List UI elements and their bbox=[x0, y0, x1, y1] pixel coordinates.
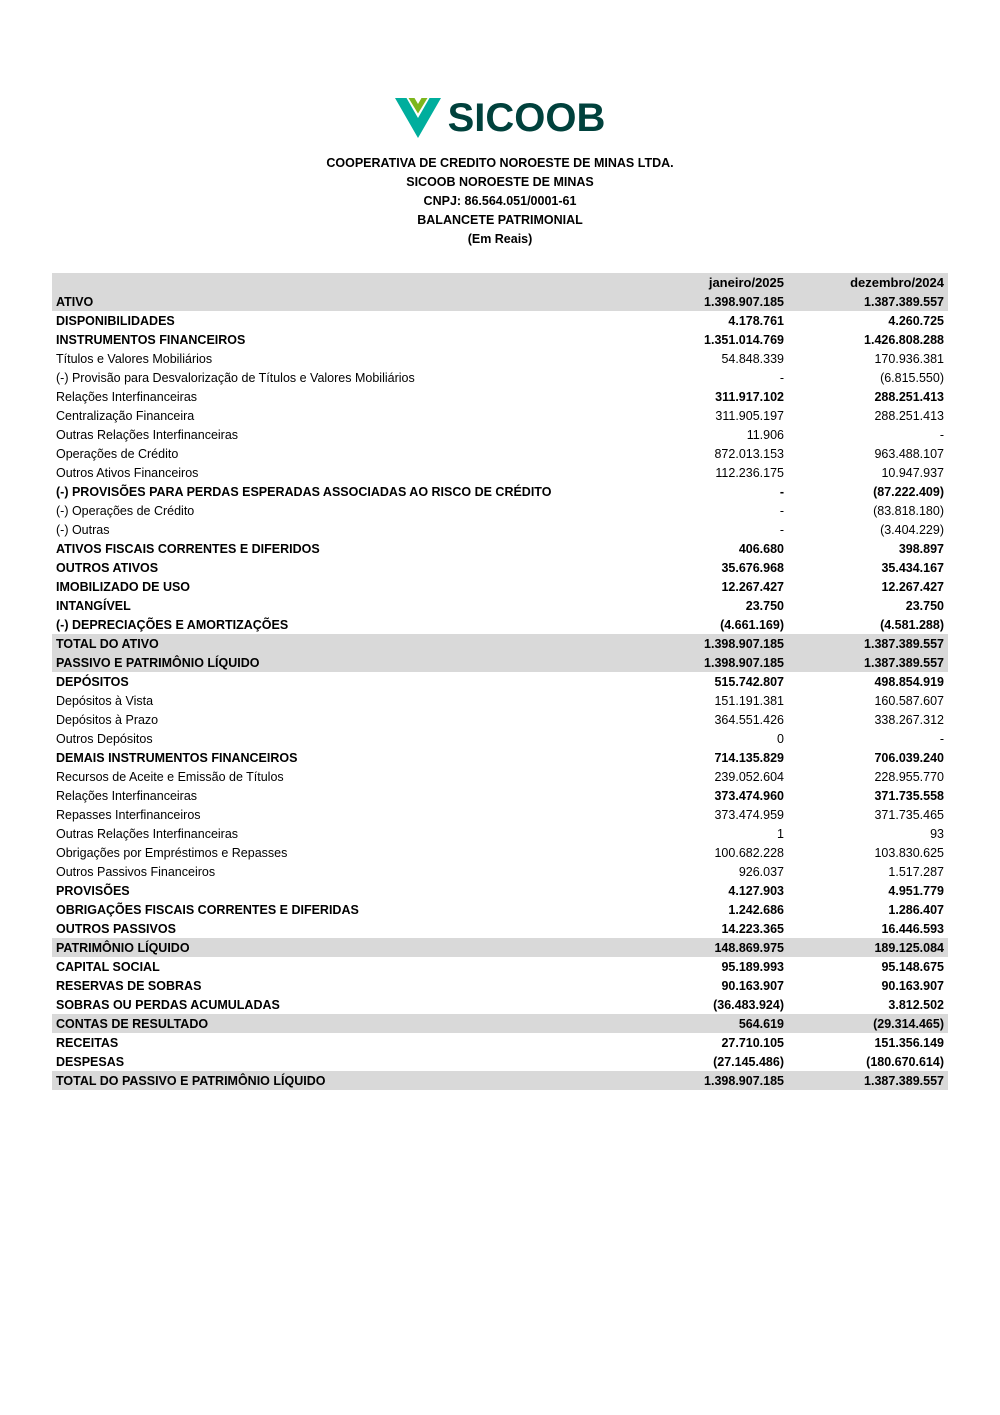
table-row bbox=[52, 710, 948, 729]
value-janeiro-2025: 100.682.228 bbox=[714, 845, 784, 860]
table-row bbox=[52, 596, 948, 615]
row-label: Outros Ativos Financeiros bbox=[56, 465, 199, 480]
row-label: SOBRAS OU PERDAS ACUMULADAS bbox=[56, 997, 280, 1012]
value-janeiro-2025: 11.906 bbox=[746, 427, 784, 442]
row-label: Outras Relações Interfinanceiras bbox=[56, 826, 239, 841]
value-janeiro-2025: 239.052.604 bbox=[714, 769, 784, 784]
row-label: ATIVO bbox=[56, 294, 94, 309]
value-dezembro-2024: 90.163.907 bbox=[881, 978, 944, 993]
value-janeiro-2025: 54.848.339 bbox=[721, 351, 784, 366]
value-janeiro-2025: 926.037 bbox=[738, 864, 784, 879]
value-dezembro-2024: 1.387.389.557 bbox=[864, 1073, 944, 1088]
sicoob-chevron-icon bbox=[395, 98, 441, 138]
value-janeiro-2025: 515.742.807 bbox=[714, 674, 784, 689]
table-row bbox=[52, 520, 948, 539]
table-row bbox=[52, 539, 948, 558]
value-dezembro-2024: 3.812.502 bbox=[888, 997, 944, 1012]
value-janeiro-2025: - bbox=[779, 522, 784, 537]
value-dezembro-2024: (29.314.465) bbox=[873, 1016, 944, 1031]
value-janeiro-2025: (36.483.924) bbox=[713, 997, 784, 1012]
table-row bbox=[52, 558, 948, 577]
value-janeiro-2025: 12.267.427 bbox=[721, 579, 784, 594]
value-dezembro-2024: 371.735.465 bbox=[874, 807, 944, 822]
table-row bbox=[52, 653, 948, 672]
table-row bbox=[52, 577, 948, 596]
value-dezembro-2024: 228.955.770 bbox=[874, 769, 944, 784]
value-janeiro-2025: 1.398.907.185 bbox=[704, 1073, 784, 1088]
table-row bbox=[52, 900, 948, 919]
table-row bbox=[52, 881, 948, 900]
row-label: IMOBILIZADO DE USO bbox=[56, 579, 191, 594]
value-dezembro-2024: (3.404.229) bbox=[880, 522, 944, 537]
row-label: (-) Outras bbox=[56, 522, 110, 537]
table-row bbox=[52, 919, 948, 938]
value-janeiro-2025: 872.013.153 bbox=[714, 446, 784, 461]
table-row bbox=[52, 292, 948, 311]
row-label: PATRIMÔNIO LÍQUIDO bbox=[56, 940, 190, 955]
column-header-dezembro-2024: dezembro/2024 bbox=[850, 275, 944, 290]
table-row bbox=[52, 463, 948, 482]
table-row bbox=[52, 957, 948, 976]
table-row bbox=[52, 995, 948, 1014]
row-label: RECEITAS bbox=[56, 1035, 119, 1050]
row-label: (-) PROVISÕES PARA PERDAS ESPERADAS ASSOCIADAS AO RISCO DE CRÉDITO bbox=[56, 484, 552, 499]
value-janeiro-2025: 151.191.381 bbox=[714, 693, 784, 708]
value-janeiro-2025: 714.135.829 bbox=[714, 750, 784, 765]
table-row bbox=[52, 862, 948, 881]
table-header-row bbox=[52, 273, 948, 292]
row-label: Centralização Financeira bbox=[56, 408, 195, 423]
row-label: Outras Relações Interfinanceiras bbox=[56, 427, 239, 442]
cnpj: CNPJ: 86.564.051/0001-61 bbox=[423, 194, 577, 208]
value-janeiro-2025: 1.398.907.185 bbox=[704, 655, 784, 670]
balance-table bbox=[52, 273, 948, 1090]
value-dezembro-2024: 498.854.919 bbox=[874, 674, 944, 689]
table-row bbox=[52, 634, 948, 653]
table-row bbox=[52, 615, 948, 634]
value-dezembro-2024: 4.951.779 bbox=[888, 883, 944, 898]
document-header bbox=[0, 154, 1000, 249]
value-dezembro-2024: (87.222.409) bbox=[873, 484, 944, 499]
currency-note: (Em Reais) bbox=[467, 232, 533, 246]
row-label: CAPITAL SOCIAL bbox=[56, 959, 160, 974]
value-janeiro-2025: 364.551.426 bbox=[714, 712, 784, 727]
row-label: Relações Interfinanceiras bbox=[56, 389, 198, 404]
value-janeiro-2025: 311.905.197 bbox=[715, 408, 784, 423]
value-dezembro-2024: 706.039.240 bbox=[874, 750, 944, 765]
table-row bbox=[52, 1014, 948, 1033]
value-janeiro-2025: 95.189.993 bbox=[721, 959, 784, 974]
value-janeiro-2025: 1.351.014.769 bbox=[704, 332, 784, 347]
table-row bbox=[52, 843, 948, 862]
table-row bbox=[52, 501, 948, 520]
table-row bbox=[52, 748, 948, 767]
value-janeiro-2025: 4.127.903 bbox=[728, 883, 784, 898]
table-row bbox=[52, 729, 948, 748]
report-title: BALANCETE PATRIMONIAL bbox=[417, 213, 583, 227]
value-dezembro-2024: 1.286.407 bbox=[888, 902, 944, 917]
value-janeiro-2025: 564.619 bbox=[738, 1016, 784, 1031]
table-row bbox=[52, 406, 948, 425]
row-label: TOTAL DO ATIVO bbox=[56, 636, 159, 651]
trade-name: SICOOB NOROESTE DE MINAS bbox=[406, 175, 594, 189]
value-janeiro-2025: 27.710.105 bbox=[721, 1035, 784, 1050]
row-label: DEMAIS INSTRUMENTOS FINANCEIROS bbox=[56, 750, 298, 765]
row-label: PASSIVO E PATRIMÔNIO LÍQUIDO bbox=[56, 655, 260, 670]
value-dezembro-2024: 1.387.389.557 bbox=[864, 636, 944, 651]
value-janeiro-2025: 1.242.686 bbox=[728, 902, 784, 917]
row-label: RESERVAS DE SOBRAS bbox=[56, 978, 202, 993]
value-janeiro-2025: 1.398.907.185 bbox=[704, 294, 784, 309]
sicoob-logo bbox=[0, 98, 1000, 138]
row-label: CONTAS DE RESULTADO bbox=[56, 1016, 209, 1031]
row-label: OUTROS PASSIVOS bbox=[56, 921, 176, 936]
row-label: TOTAL DO PASSIVO E PATRIMÔNIO LÍQUIDO bbox=[56, 1073, 326, 1088]
row-label: ATIVOS FISCAIS CORRENTES E DIFERIDOS bbox=[56, 541, 320, 556]
row-label: DESPESAS bbox=[56, 1054, 125, 1069]
value-janeiro-2025: (4.661.169) bbox=[720, 617, 784, 632]
value-janeiro-2025: 4.178.761 bbox=[728, 313, 784, 328]
value-dezembro-2024: 93 bbox=[930, 826, 944, 841]
value-janeiro-2025: (27.145.486) bbox=[713, 1054, 784, 1069]
table-row bbox=[52, 1052, 948, 1071]
row-label: Obrigações por Empréstimos e Repasses bbox=[56, 845, 288, 860]
row-label: Outros Passivos Financeiros bbox=[56, 864, 216, 879]
table-row bbox=[52, 425, 948, 444]
value-dezembro-2024: 23.750 bbox=[905, 598, 944, 613]
table-row bbox=[52, 311, 948, 330]
table-row bbox=[52, 482, 948, 501]
value-dezembro-2024: 371.735.558 bbox=[874, 788, 944, 803]
value-janeiro-2025: 148.869.975 bbox=[714, 940, 784, 955]
row-label: OUTROS ATIVOS bbox=[56, 560, 159, 575]
row-label: Títulos e Valores Mobiliários bbox=[56, 351, 213, 366]
row-label: Depósitos à Prazo bbox=[56, 712, 159, 727]
balance-table-body bbox=[52, 292, 948, 1090]
value-dezembro-2024: 288.251.413 bbox=[874, 408, 944, 423]
table-row bbox=[52, 767, 948, 786]
value-janeiro-2025: 112.236.175 bbox=[715, 465, 784, 480]
value-dezembro-2024: 35.434.167 bbox=[881, 560, 944, 575]
table-row bbox=[52, 938, 948, 957]
value-dezembro-2024: 170.936.381 bbox=[874, 351, 944, 366]
row-label: Repasses Interfinanceiros bbox=[56, 807, 201, 822]
row-label: PROVISÕES bbox=[56, 883, 130, 898]
table-row bbox=[52, 368, 948, 387]
value-janeiro-2025: 14.223.365 bbox=[721, 921, 784, 936]
value-janeiro-2025: - bbox=[779, 484, 784, 499]
value-dezembro-2024: (180.670.614) bbox=[866, 1054, 944, 1069]
value-dezembro-2024: 1.387.389.557 bbox=[864, 655, 944, 670]
value-dezembro-2024: 10.947.937 bbox=[881, 465, 944, 480]
table-row bbox=[52, 976, 948, 995]
value-dezembro-2024: (4.581.288) bbox=[880, 617, 944, 632]
table-row bbox=[52, 824, 948, 843]
value-dezembro-2024: (6.815.550) bbox=[880, 370, 944, 385]
row-label: Operações de Crédito bbox=[56, 446, 179, 461]
value-dezembro-2024: 1.426.808.288 bbox=[864, 332, 944, 347]
value-janeiro-2025: 311.917.102 bbox=[715, 389, 784, 404]
row-label: Outros Depósitos bbox=[56, 731, 153, 746]
value-dezembro-2024: 189.125.084 bbox=[874, 940, 944, 955]
table-row bbox=[52, 1033, 948, 1052]
value-dezembro-2024: 338.267.312 bbox=[874, 712, 944, 727]
table-row bbox=[52, 330, 948, 349]
table-row bbox=[52, 672, 948, 691]
row-label: DISPONIBILIDADES bbox=[56, 313, 175, 328]
value-janeiro-2025: 373.474.960 bbox=[714, 788, 784, 803]
value-janeiro-2025: 1.398.907.185 bbox=[704, 636, 784, 651]
value-dezembro-2024: - bbox=[939, 731, 944, 746]
value-dezembro-2024: 103.830.625 bbox=[874, 845, 944, 860]
value-janeiro-2025: 90.163.907 bbox=[721, 978, 784, 993]
row-label: Depósitos à Vista bbox=[56, 693, 154, 708]
column-header-janeiro-2025: janeiro/2025 bbox=[708, 275, 784, 290]
sicoob-wordmark: SICOOB bbox=[447, 96, 606, 140]
value-dezembro-2024: 95.148.675 bbox=[881, 959, 944, 974]
value-dezembro-2024: 1.387.389.557 bbox=[864, 294, 944, 309]
table-row bbox=[52, 786, 948, 805]
table-row bbox=[52, 349, 948, 368]
row-label: (-) Provisão para Desvalorização de Títulos e Valores Mobiliários bbox=[56, 370, 415, 385]
table-row bbox=[52, 1071, 948, 1090]
row-label: OBRIGAÇÕES FISCAIS CORRENTES E DIFERIDAS bbox=[56, 902, 359, 917]
value-janeiro-2025: 373.474.959 bbox=[714, 807, 784, 822]
value-dezembro-2024: 963.488.107 bbox=[874, 446, 944, 461]
table-row bbox=[52, 444, 948, 463]
value-dezembro-2024: 1.517.287 bbox=[888, 864, 944, 879]
value-dezembro-2024: (83.818.180) bbox=[873, 503, 944, 518]
value-dezembro-2024: - bbox=[939, 427, 944, 442]
value-janeiro-2025: - bbox=[779, 370, 784, 385]
value-janeiro-2025: 23.750 bbox=[745, 598, 784, 613]
row-label: (-) DEPRECIAÇÕES E AMORTIZAÇÕES bbox=[56, 617, 289, 632]
value-dezembro-2024: 151.356.149 bbox=[874, 1035, 944, 1050]
value-janeiro-2025: 0 bbox=[777, 731, 784, 746]
table-row bbox=[52, 805, 948, 824]
value-janeiro-2025: 406.680 bbox=[738, 541, 784, 556]
row-label: (-) Operações de Crédito bbox=[56, 503, 195, 518]
company-name: COOPERATIVA DE CREDITO NOROESTE DE MINAS LTDA. bbox=[326, 156, 674, 170]
row-label: Recursos de Aceite e Emissão de Títulos bbox=[56, 769, 284, 784]
row-label: INSTRUMENTOS FINANCEIROS bbox=[56, 332, 246, 347]
value-dezembro-2024: 12.267.427 bbox=[881, 579, 944, 594]
value-dezembro-2024: 398.897 bbox=[898, 541, 944, 556]
table-row bbox=[52, 691, 948, 710]
row-label: Relações Interfinanceiras bbox=[56, 788, 198, 803]
empty-header-cell bbox=[52, 273, 628, 292]
row-label: INTANGÍVEL bbox=[56, 598, 131, 613]
value-dezembro-2024: 160.587.607 bbox=[874, 693, 944, 708]
value-dezembro-2024: 16.446.593 bbox=[881, 921, 944, 936]
value-janeiro-2025: 1 bbox=[777, 826, 784, 841]
value-dezembro-2024: 4.260.725 bbox=[888, 313, 944, 328]
row-label: DEPÓSITOS bbox=[56, 674, 129, 689]
table-row bbox=[52, 387, 948, 406]
value-dezembro-2024: 288.251.413 bbox=[874, 389, 944, 404]
value-janeiro-2025: 35.676.968 bbox=[721, 560, 784, 575]
value-janeiro-2025: - bbox=[779, 503, 784, 518]
